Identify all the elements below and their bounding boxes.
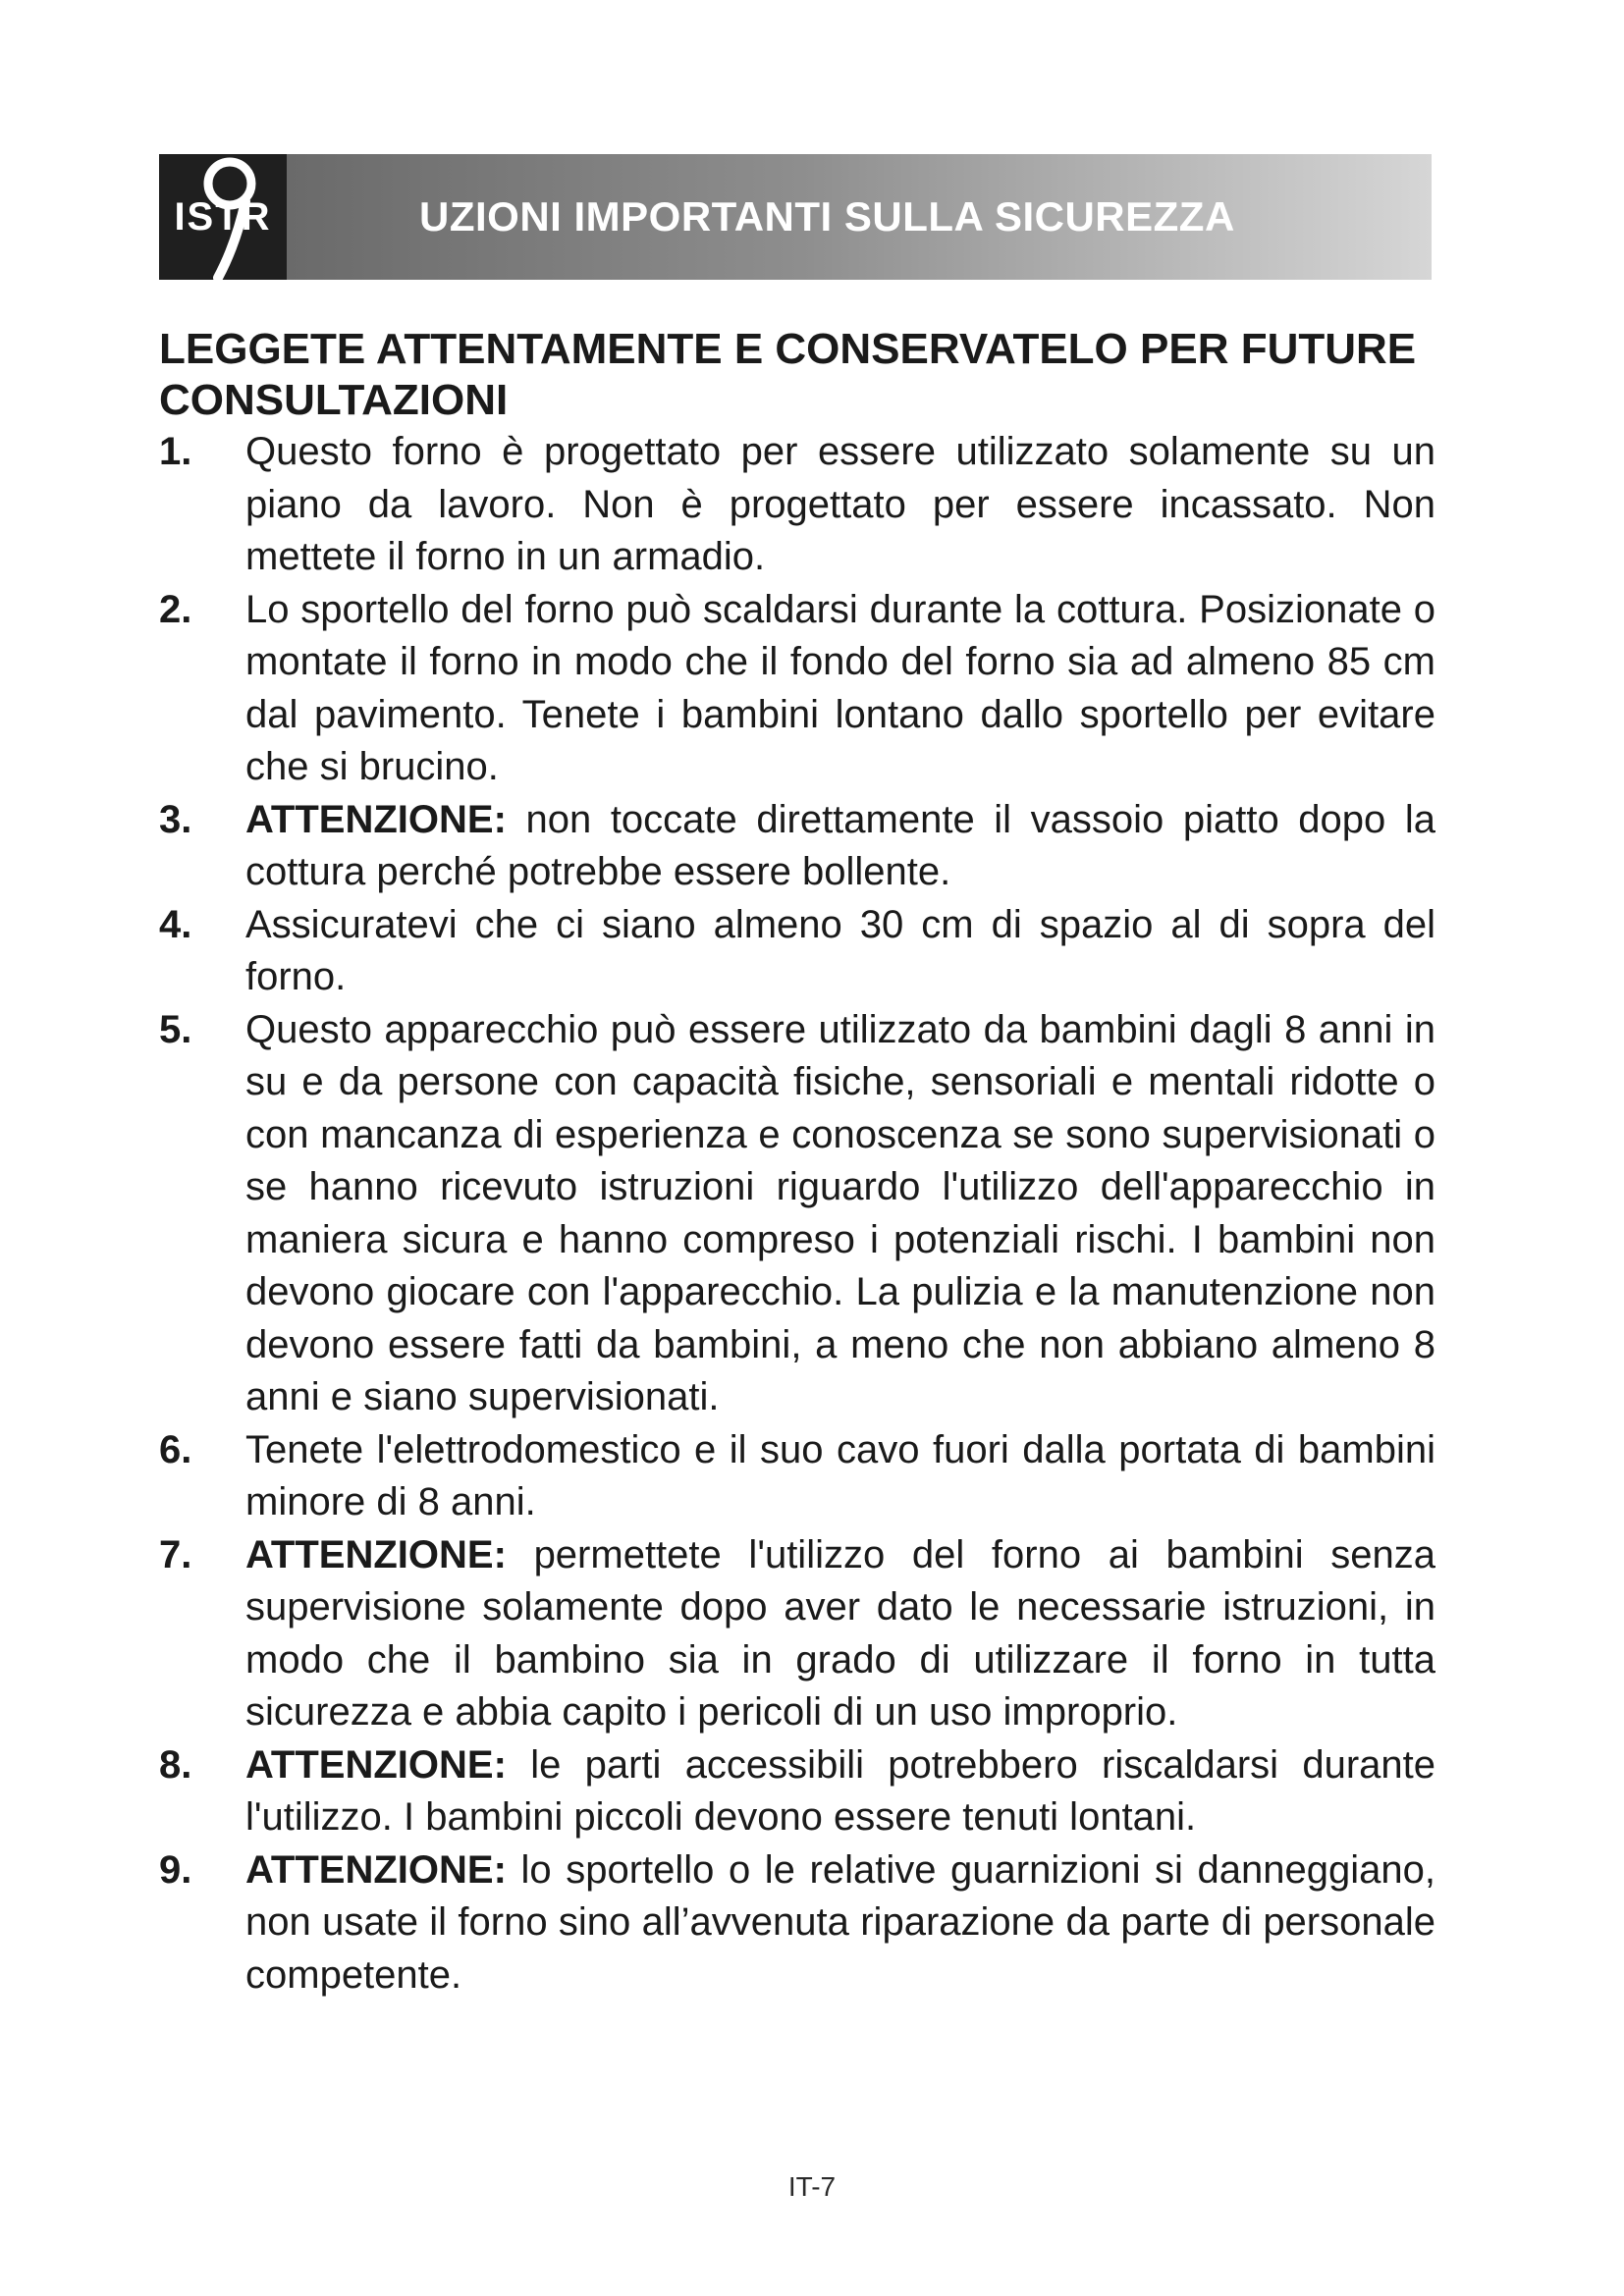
list-item (159, 899, 1435, 1004)
list-item (159, 584, 1435, 794)
header-title-area (287, 154, 1432, 280)
safety-instructions-list (159, 426, 1435, 2002)
item-number: 9. (159, 1847, 192, 1892)
item-text: lo sportello o le relative guarnizioni si danneggiano, non usate il forno sino all’avvenuta riparazione da parte di personale competente. (245, 1847, 1435, 1997)
section-heading: LEGGETE ATTENTAMENTE E CONSERVATELO PER FUTURE CONSULTAZIONI (159, 325, 1417, 424)
item-number: 3. (159, 797, 192, 841)
item-text: Assicuratevi che ci siano almeno 30 cm di spazio al di sopra del forno. (245, 902, 1435, 998)
section-header (159, 154, 1432, 280)
item-number: 5. (159, 1007, 192, 1051)
main-content (159, 324, 1435, 2002)
list-item (159, 1529, 1435, 1739)
list-item (159, 1739, 1435, 1844)
warning-label: ATTENZIONE: (245, 797, 507, 841)
item-number: 1. (159, 430, 192, 473)
item-text: Questo apparecchio può essere utilizzato da bambini dagli 8 anni in su e da persone con capacità fisiche, sensoriali e mentali ridotte o con mancanza di esperienza e conoscenza se sono supervisionati o se hanno ricevuto istruzioni riguardo l'utilizzo dell'apparecchio in maniera sicura e hanno compreso i potenziali rischi. I bambini non devono giocare con l'apparecchio. La pulizia e la manutenzione non devono essere fatti da bambini, a meno che non abbiano almeno 8 anni e siano supervisionati. (245, 1007, 1435, 1418)
item-text: permettete l'utilizzo del forno ai bambini senza supervisione solamente dopo aver dato le necessarie istruzioni, in modo che il bambino sia in grado di utilizzare il forno in tutta sicurezza e abbia capito i pericoli di un uso improprio. (245, 1532, 1435, 1734)
list-item (159, 1844, 1435, 2002)
warning-label: ATTENZIONE: (245, 1742, 507, 1787)
list-item (159, 1424, 1435, 1529)
header-badge-text: ISTR (174, 194, 272, 239)
item-text: Lo sportello del forno può scaldarsi durante la cottura. Posizionate o montate il forno in modo che il fondo del forno sia ad almeno 85 cm dal pavimento. Tenete i bambini lontano dallo sportello per evitare che si brucino. (245, 587, 1435, 788)
item-number: 4. (159, 902, 192, 946)
item-text: non toccate direttamente il vassoio piatto dopo la cottura perché potrebbe essere bollente. (245, 797, 1435, 893)
item-text: le parti accessibili potrebbero riscaldarsi durante l'utilizzo. I bambini piccoli devono essere tenuti lontani. (245, 1742, 1435, 1839)
item-text: Tenete l'elettrodomestico e il suo cavo fuori dalla portata di bambini minore di 8 anni. (245, 1427, 1435, 1523)
list-item (159, 794, 1435, 899)
warning-label: ATTENZIONE: (245, 1532, 507, 1576)
item-number: 7. (159, 1532, 192, 1576)
page-number: IT-7 (787, 2171, 837, 2202)
list-item (159, 1004, 1435, 1424)
warning-label: ATTENZIONE: (245, 1847, 507, 1892)
list-item (159, 426, 1435, 584)
page-title: UZIONI IMPORTANTI SULLA SICUREZZA (419, 193, 1235, 240)
header-badge (159, 154, 287, 280)
item-number: 8. (159, 1742, 192, 1787)
item-number: 2. (159, 587, 192, 631)
item-number: 6. (159, 1427, 192, 1471)
item-text: Questo forno è progettato per essere utilizzato solamente su un piano da lavoro. Non è progettato per essere incassato. Non mettete il forno in un armadio. (245, 430, 1435, 578)
